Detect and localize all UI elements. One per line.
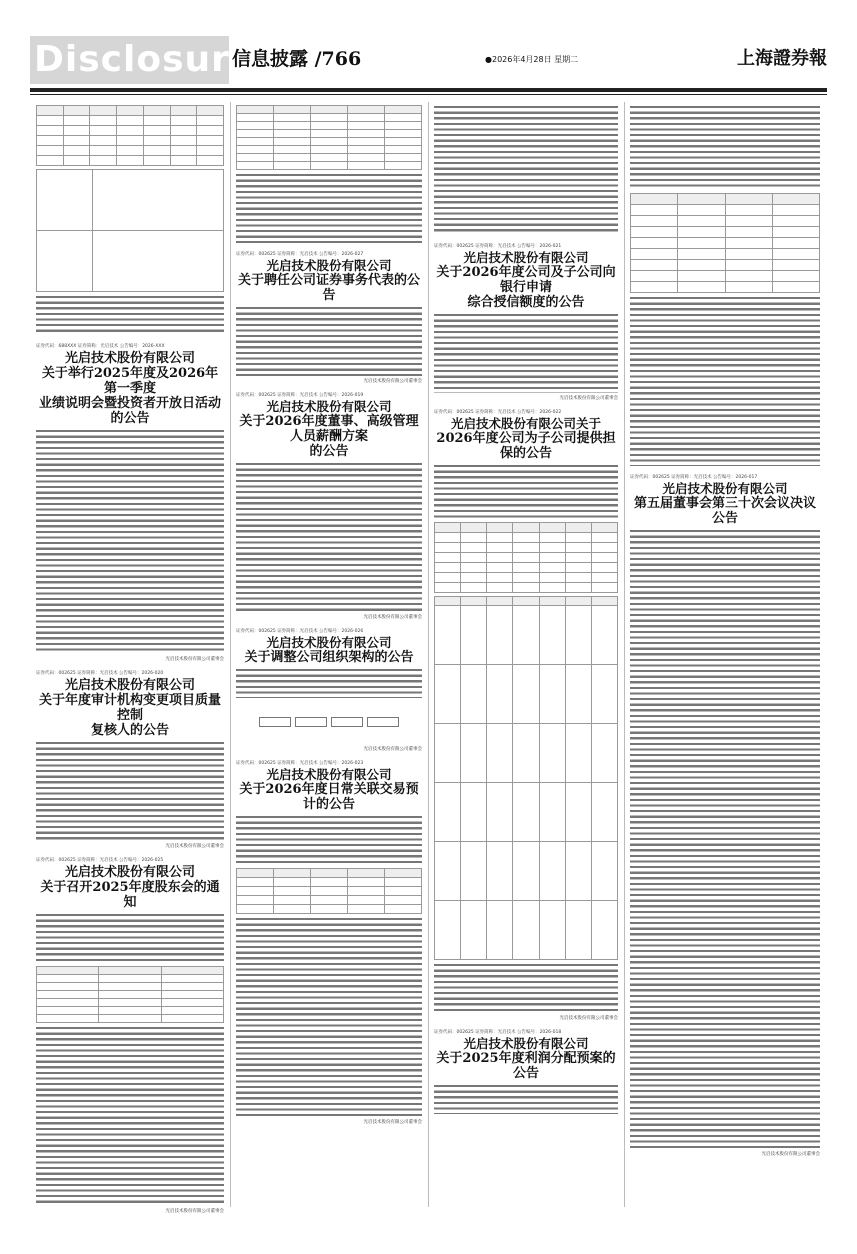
announcement-title: 关于2026年度公司及子公司向银行申请 综合授信额度的公告 bbox=[436, 265, 616, 310]
announcement-meta: 证券代码：002625 证券简称：光启技术 公告编号：2026-021 bbox=[434, 244, 562, 249]
announcement-body bbox=[434, 1084, 618, 1114]
announcement-title: 关于2026年度日常关联交易预计的公告 bbox=[239, 782, 419, 812]
company-name: 光启技术股份有限公司 bbox=[662, 481, 788, 496]
header-rule-thin bbox=[30, 94, 827, 95]
announcement-continuation bbox=[630, 105, 820, 466]
brand-logo: Disclosure bbox=[30, 36, 229, 84]
newspaper-name: 上海證券報 bbox=[737, 48, 827, 69]
announcement-title: 光启技术股份有限公司 关于年度审计机构变更项目质量控制 复核人的公告 bbox=[38, 678, 221, 738]
announcement-signature: 光启技术股份有限公司董事会 bbox=[559, 1016, 618, 1021]
announcement-body bbox=[630, 105, 820, 190]
announcement-title: 光启技术股份有限公司 关于召开2025年度股东会的通知 bbox=[40, 865, 220, 910]
announcement-meta: 证券代码：002625 证券简称：光启技术 公告编号：2026-017 bbox=[630, 475, 758, 480]
org-chart bbox=[236, 702, 422, 742]
company-name: 光启技术股份有限公司关于 bbox=[450, 416, 601, 431]
announcement-signature: 光启技术股份有限公司董事会 bbox=[363, 379, 422, 384]
column-divider bbox=[428, 102, 429, 1207]
detail-table bbox=[36, 169, 224, 292]
announcement-continuation bbox=[434, 105, 618, 235]
column-divider bbox=[624, 102, 625, 1207]
announcement-body bbox=[236, 668, 422, 698]
proposal-table bbox=[36, 966, 224, 1023]
announcement-meta: 证券代码：002625 证券简称：光启技术 公告编号：2026-019 bbox=[236, 393, 364, 398]
company-name: 光启技术股份有限公司 bbox=[266, 399, 392, 414]
announcement-meta: 证券代码：688XXX 证券简称：光启技术 公告编号：2026-XXX bbox=[36, 344, 165, 349]
announcement bbox=[36, 670, 224, 849]
announcement-meta: 证券代码：002625 证券简称：光启技术 公告编号：2026-027 bbox=[236, 252, 364, 257]
company-name: 光启技术股份有限公司 bbox=[266, 635, 392, 650]
announcement-body bbox=[434, 963, 618, 1013]
publication-date: ●2026年4月28日 星期二 bbox=[485, 55, 579, 64]
announcement-body bbox=[236, 462, 422, 612]
column-3 bbox=[434, 102, 618, 1122]
column-1 bbox=[36, 102, 224, 1222]
announcement-signature: 光启技术股份有限公司董事会 bbox=[165, 657, 224, 662]
announcement-body bbox=[236, 917, 422, 1117]
announcement-title: 关于调整公司组织架构的公告 bbox=[244, 650, 414, 665]
announcement-signature: 光启技术股份有限公司董事会 bbox=[165, 1209, 224, 1214]
announcement-signature: 光启技术股份有限公司董事会 bbox=[559, 396, 618, 401]
announcement bbox=[36, 857, 224, 1214]
announcement-body bbox=[434, 464, 618, 519]
announcement-table-block bbox=[236, 105, 422, 243]
announcement-signature: 光启技术股份有限公司董事会 bbox=[363, 1120, 422, 1125]
column-divider bbox=[230, 102, 231, 1207]
announcement-table-block bbox=[36, 105, 224, 335]
announcement-body bbox=[434, 313, 618, 393]
profit-table bbox=[630, 193, 820, 293]
announcement-title: 光启技术股份有限公司 关于举行2025年度及2026年第一季度 业绩说明会暨投资者开放日活动的公告 bbox=[38, 351, 221, 426]
announcement-body bbox=[630, 296, 820, 466]
announcement-body bbox=[36, 741, 224, 841]
transaction-table bbox=[236, 868, 422, 914]
announcement-signature: 光启技术股份有限公司董事会 bbox=[363, 615, 422, 620]
announcement-body bbox=[434, 105, 618, 235]
announcement-title: 关于2025年度利润分配预案的公告 bbox=[436, 1051, 616, 1081]
announcement-title: 第五届董事会第三十次会议决议公告 bbox=[633, 496, 816, 526]
company-name: 光启技术股份有限公司 bbox=[266, 258, 392, 273]
announcement bbox=[434, 243, 618, 401]
announcement bbox=[236, 251, 422, 384]
announcement-body bbox=[36, 295, 224, 335]
announcement-body bbox=[630, 529, 820, 1149]
announcement-meta: 证券代码：002625 证券简称：光启技术 公告编号：2026-026 bbox=[236, 629, 364, 634]
announcement bbox=[36, 343, 224, 662]
announcement-meta: 证券代码：002625 证券简称：光启技术 公告编号：2026-022 bbox=[434, 410, 562, 415]
masthead bbox=[30, 36, 827, 86]
announcement-signature: 光启技术股份有限公司董事会 bbox=[761, 1152, 820, 1157]
company-name: 光启技术股份有限公司 bbox=[463, 1036, 589, 1051]
announcement bbox=[236, 628, 422, 752]
announcement bbox=[434, 409, 618, 1021]
announcement-signature: 光启技术股份有限公司董事会 bbox=[165, 844, 224, 849]
announcement bbox=[630, 474, 820, 1157]
announcement-meta: 证券代码：002625 证券简称：光启技术 公告编号：2026-023 bbox=[236, 761, 364, 766]
announcement-body bbox=[236, 815, 422, 865]
announcement-meta: 证券代码：002625 证券简称：光启技术 公告编号：2026-018 bbox=[434, 1030, 562, 1035]
announcement-meta: 证券代码：002625 证券简称：光启技术 公告编号：2026-025 bbox=[36, 858, 164, 863]
financial-table bbox=[36, 105, 224, 166]
announcement-body bbox=[36, 913, 224, 963]
header-rule bbox=[30, 88, 827, 92]
announcement-meta: 证券代码：002625 证券简称：光启技术 公告编号：2026-020 bbox=[36, 671, 164, 676]
announcement-body bbox=[236, 306, 422, 376]
announcement-signature: 光启技术股份有限公司董事会 bbox=[363, 747, 422, 752]
section-title: 信息披露 /766 bbox=[232, 48, 362, 70]
announcement-title: 关于聘任公司证券事务代表的公告 bbox=[237, 273, 420, 303]
announcement-title: 2026年度公司为子公司提供担保的公告 bbox=[436, 431, 616, 461]
guarantee-table bbox=[434, 522, 618, 593]
proposal-table bbox=[236, 105, 422, 170]
column-4 bbox=[630, 102, 820, 1165]
company-name: 光启技术股份有限公司 bbox=[266, 767, 392, 782]
announcement bbox=[434, 1029, 618, 1114]
announcement bbox=[236, 760, 422, 1125]
column-2 bbox=[236, 102, 422, 1133]
company-name: 光启技术股份有限公司 bbox=[463, 250, 589, 265]
announcement-body bbox=[236, 173, 422, 243]
announcement-body bbox=[36, 429, 224, 654]
announcement-title: 关于2026年度董事、高级管理人员薪酬方案 的公告 bbox=[239, 414, 419, 459]
announcement-body bbox=[36, 1026, 224, 1206]
announcement bbox=[236, 392, 422, 620]
subsidiary-table bbox=[434, 596, 618, 960]
